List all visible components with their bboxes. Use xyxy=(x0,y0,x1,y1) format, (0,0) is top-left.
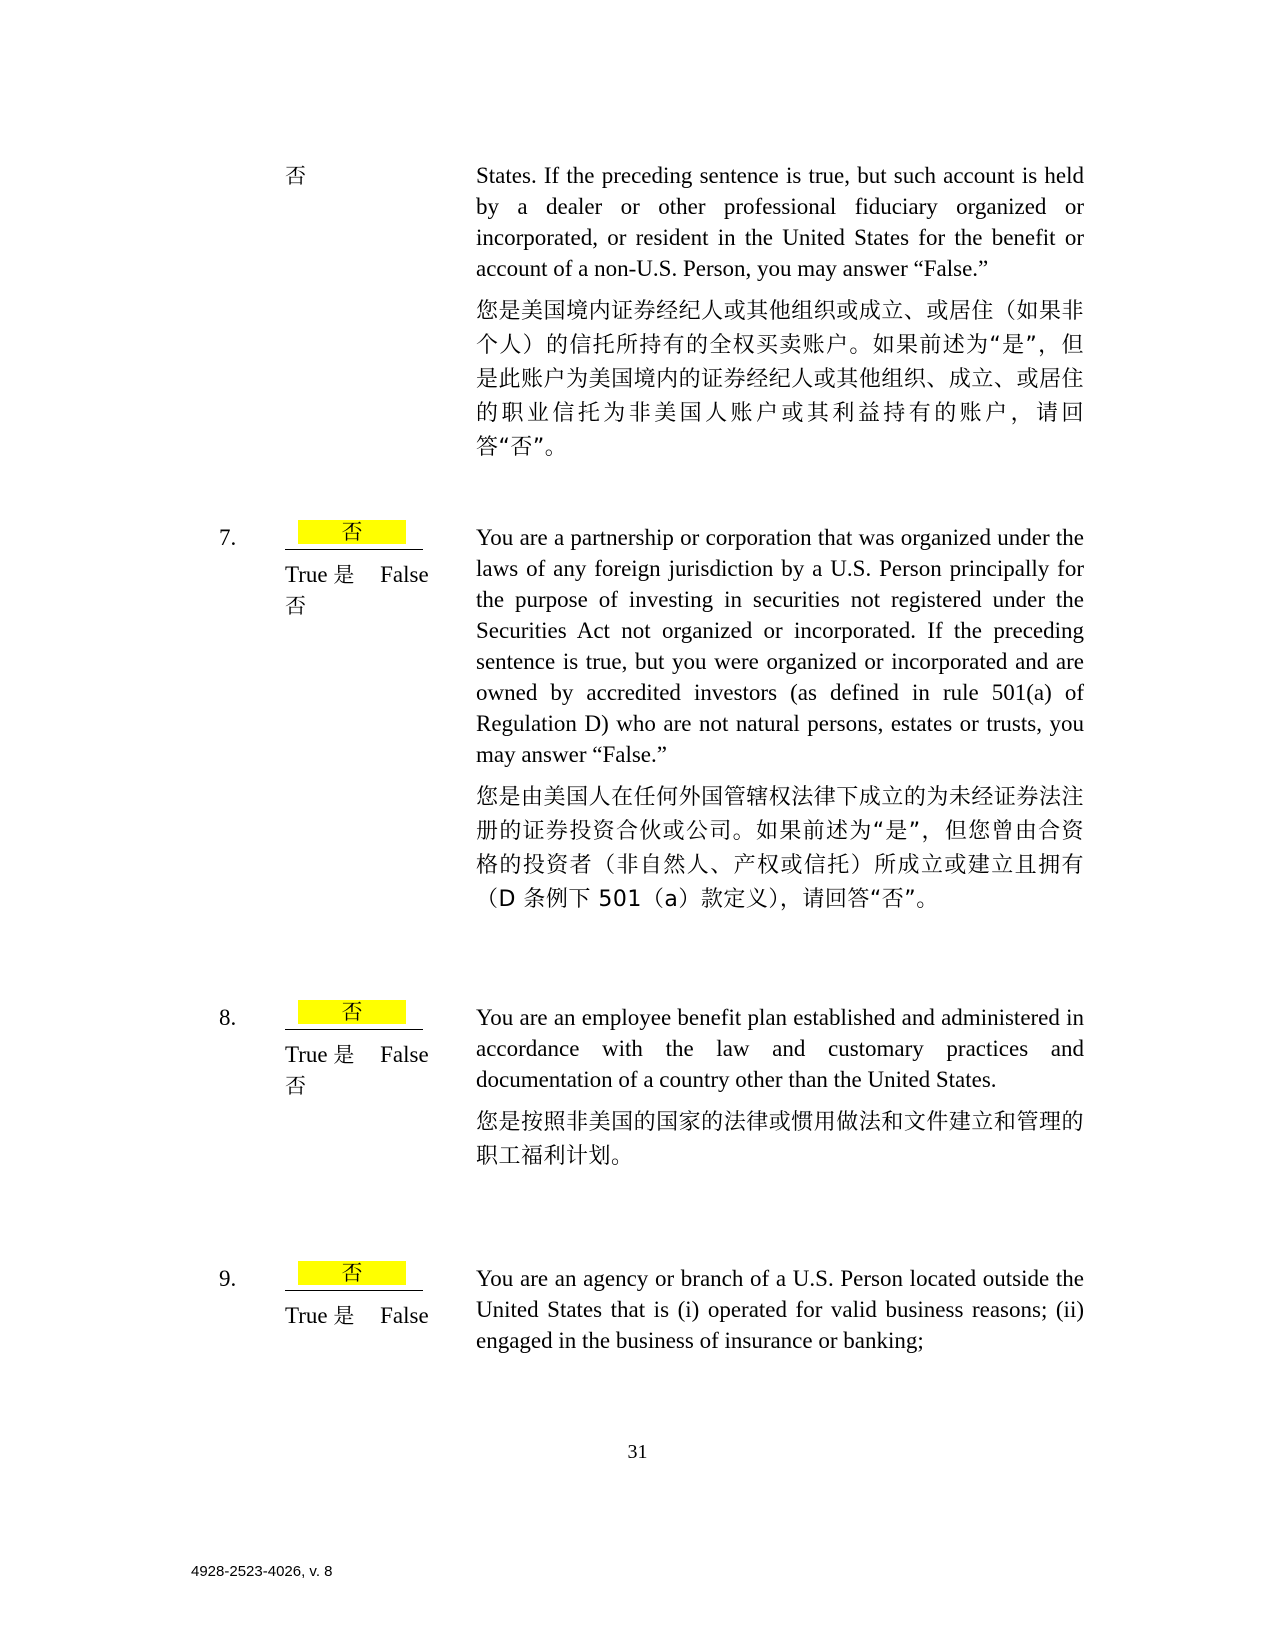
item-7-number: 7. xyxy=(219,525,237,550)
item-8-chinese: 您是按照非美国的国家的法律或惯用做法和文件建立和管理的职工福利计划。 xyxy=(476,1110,1084,1169)
item-7-answer-block xyxy=(285,518,450,622)
carryover-false-cn: 否 xyxy=(285,164,306,188)
carryover-left xyxy=(285,160,450,192)
item-8-false-cn: 否 xyxy=(285,1074,306,1098)
item-8-true-cn: 是 xyxy=(333,1043,355,1067)
item-8-english: You are an employee benefit plan established and administered in accordance with the law and customary practices and documentation of a country other than the United States. xyxy=(476,1005,1084,1092)
item-8-text xyxy=(476,1002,1084,1174)
item-9-answer-highlight: 否 xyxy=(298,1261,406,1285)
item-8-number: 8. xyxy=(219,1005,237,1030)
item-7-text xyxy=(476,522,1084,917)
carryover-text xyxy=(476,160,1084,465)
item-9-number: 9. xyxy=(219,1266,237,1291)
item-7-true-label: True xyxy=(285,562,328,587)
item-7-chinese: 您是由美国人在任何外国管辖权法律下成立的为未经证券法注册的证券投资合伙或公司。如果前述为“是”，但您曾由合资格的投资者（非自然人、产权或信托）所成立或建立且拥有（D 条例下 501（a）款定义），请回答“否”。 xyxy=(476,785,1084,912)
carryover-english: States. If the preceding sentence is true, but such account is held by a dealer or other professional fiduciary organized or incorporated, or resident in the United States for the benefit or account of a non-U.S. Person, you may answer “False.” xyxy=(476,163,1084,281)
item-7-true-cn: 是 xyxy=(333,563,355,587)
item-7-true-false-options xyxy=(285,559,450,591)
document-id: 4928-2523-4026, v. 8 xyxy=(191,1563,333,1580)
item-9-true-label: True xyxy=(285,1303,328,1328)
carryover-chinese: 您是美国境内证券经纪人或其他组织或成立、或居住（如果非个人）的信托所持有的全权买卖账户。如果前述为“是”，但是此账户为美国境内的证券经纪人或其他组织、成立、或居住的职业信托为非美国人账户或其利益持有的账户，请回答“否”。 xyxy=(476,299,1084,460)
item-8-true-false-options xyxy=(285,1039,450,1071)
item-8-answer-highlight: 否 xyxy=(298,1000,406,1024)
item-7-false-cn: 否 xyxy=(285,594,306,618)
page-number: 31 xyxy=(627,1441,648,1463)
item-9-true-false-options xyxy=(285,1300,450,1332)
item-8-true-label: True xyxy=(285,1042,328,1067)
item-9-false-label: False xyxy=(380,1303,429,1328)
item-7-false-label: False xyxy=(380,562,429,587)
item-9-answer-block xyxy=(285,1259,450,1332)
item-7-answer-highlight: 否 xyxy=(298,520,406,544)
item-8-answer-block xyxy=(285,998,450,1102)
item-9-english: You are an agency or branch of a U.S. Person located outside the United States that is (i) operated for valid business reasons; (ii) engaged in the business of insurance or banking; xyxy=(476,1266,1084,1353)
item-8-answer-field[interactable] xyxy=(285,998,423,1030)
item-9-true-cn: 是 xyxy=(333,1304,355,1328)
item-7-english: You are a partnership or corporation that was organized under the laws of any foreign jurisdiction by a U.S. Person principally for the purpose of investing in securities not registered under the Securities Act not organized or incorporated. If the preceding sentence is true, but you were organized or incorporated and are owned by accredited investors (as defined in rule 501(a) of Regulation D) who are not natural persons, estates or trusts, you may answer “False.” xyxy=(476,525,1084,767)
item-9-answer-field[interactable] xyxy=(285,1259,423,1291)
item-9-text xyxy=(476,1263,1084,1356)
item-8-false-label: False xyxy=(380,1042,429,1067)
item-7-answer-field[interactable] xyxy=(285,518,423,550)
